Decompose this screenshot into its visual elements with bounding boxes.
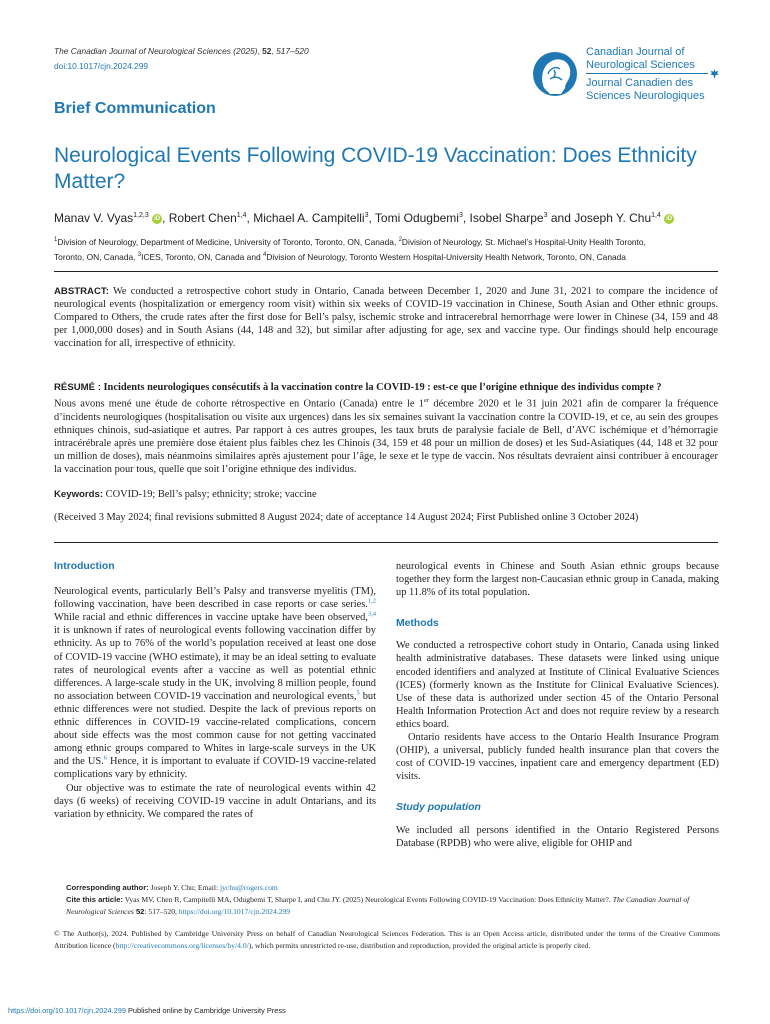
- cite-pages: : 517–520,: [144, 906, 179, 916]
- bottom-published-line: [8, 1006, 286, 1015]
- article-title: Neurological Events Following COVID-19 Vaccination: Does Ethnicity Matter?: [54, 144, 697, 193]
- affil-text: ICES, Toronto, ON, Canada and: [141, 251, 263, 262]
- citation-ref[interactable]: 3,4: [367, 610, 376, 618]
- affil-sup: 2: [398, 237, 402, 243]
- cite-label: Cite this article:: [66, 895, 123, 904]
- logo-line-1: Canadian Journal of: [586, 46, 685, 58]
- affil-sup: 1: [54, 237, 58, 243]
- article-type: Brief Communication: [54, 100, 216, 117]
- author-name: , Tomi Odugbemi: [368, 211, 459, 225]
- affil-sup: 3: [137, 251, 142, 258]
- author-affil-sup: 3: [458, 212, 463, 219]
- keywords-label: Keywords:: [54, 489, 104, 500]
- license-text: © The Author(s), 2024. Published by Cambridge University Press on behalf of Canadian Neurological Sciences Federation. This is an Open Access article, distributed under the terms of the Creative Commons Attribution licence (: [54, 929, 720, 950]
- study-population-paragraph: We included all persons identified in the Ontario Registered Persons Database (RPDB) who were alive, eligible for OHIP and: [396, 824, 719, 849]
- keywords: [54, 489, 317, 500]
- right-column: [396, 560, 719, 850]
- intro-text: Neurological events, particularly Bell’s Palsy and transverse myelitis (TM), following vaccination, have been described in case reports or case series.: [54, 586, 376, 611]
- methods-heading: Methods: [396, 618, 439, 630]
- journal-logo: [532, 46, 732, 106]
- license-notice: [54, 928, 720, 951]
- cite-this-article: [66, 894, 720, 917]
- resume-text: Nous avons mené une étude de cohorte rétrospective en Ontario (Canada) entre le 1: [54, 398, 424, 410]
- license-url-link[interactable]: http://creativecommons.org/licenses/by/4.0/: [115, 940, 249, 950]
- author-affil-sup: 1,4: [651, 212, 661, 219]
- logo-line-2: Neurological Sciences: [586, 58, 695, 71]
- author-list: [54, 211, 734, 225]
- affil-sup: 4: [262, 251, 267, 258]
- affil-text: Division of Neurology, Department of Medicine, University of Toronto, Toronto, ON, Canada,: [57, 236, 399, 247]
- logo-line-4: Sciences Neurologiques: [586, 89, 705, 102]
- author-name: , Robert Chen: [162, 211, 237, 225]
- corresponding-author: [66, 882, 720, 894]
- cite-journal: The Canadian Journal of Neurological Sciences: [66, 895, 690, 916]
- author-affil-sup: 3: [543, 212, 548, 219]
- divider-bottom: [54, 542, 718, 543]
- resume: [54, 381, 718, 476]
- corr-label: Corresponding author:: [66, 883, 149, 892]
- abstract: [54, 285, 718, 350]
- intro-text: While racial and ethnic differences in vaccine uptake have been observed,: [54, 612, 368, 624]
- intro-paragraph-3: neurological events in Chinese and South Asian ethnic groups because together they form the largest non-Caucasian ethnic group in Canada, making up 11.8% of its total population.: [396, 561, 719, 599]
- methods-paragraph-2: Ontario residents have access to the Ontario Health Insurance Program (OHIP), a universal, publicly funded health insurance plan that covers the cost of COVID-19 vaccines, inpatient care and emergency department (ED) visits.: [396, 732, 719, 783]
- left-column: [54, 560, 376, 821]
- citation-ref[interactable]: 5: [356, 689, 360, 697]
- affil-text: Toronto, ON, Canada,: [54, 251, 138, 262]
- author-name: and Joseph Y. Chu: [547, 211, 652, 225]
- introduction-heading: Introduction: [54, 561, 115, 572]
- author-affil-sup: 1,4: [236, 212, 247, 219]
- citation-ref[interactable]: 1,2: [367, 597, 376, 605]
- intro-paragraph-2: Our objective was to estimate the rate of neurological events within 42 days (6 weeks) of receiving COVID-19 vaccine in adult Ontarians, and its variation by ethnicity. We compared the rates of: [54, 782, 376, 820]
- journal-pages: , 517–520: [271, 46, 309, 56]
- license-text: ), which permits unrestricted re-use, distribution and reproduction, provided the original article is properly cited.: [248, 940, 591, 950]
- intro-text: Hence, it is important to evaluate if COVID-19 vaccine-related complications vary by ethnicity.: [54, 756, 376, 781]
- corr-email-link[interactable]: jychu@rogers.com: [220, 883, 278, 892]
- journal-citation-header: [54, 46, 309, 56]
- cite-text: Vyas MV, Chen R, Campitelli MA, Odugbemi T, Sharpe I, and Chu JY. (2025) Neurological Events Following COVID-19 Vaccination: Does Ethnicity Matter?.: [122, 895, 613, 904]
- citation-ref[interactable]: 6: [103, 754, 107, 762]
- journal-volume: 52: [262, 46, 272, 56]
- author-name: , Isobel Sharpe: [462, 211, 544, 225]
- author-affil-sup: 3: [364, 212, 369, 219]
- logo-line-3: Journal Canadien des: [586, 77, 694, 89]
- maple-leaf-icon: [710, 69, 719, 78]
- received-dates: (Received 3 May 2024; final revisions submitted 8 August 2024; date of acceptance 14 August 2024; First Published online 3 October 2024): [54, 512, 639, 523]
- abstract-text: We conducted a retrospective cohort study in Ontario, Canada between December 1, 2020 and June 31, 2021 to compare the incidence of neurological events (hospitalization or emergency room visit) within six weeks of COVID-19 vaccination in Chinese, South Asian and Other ethnic groups. Compared to Others, the crude rates after the first dose for Bell’s palsy, ischemic stroke and intracerebral hemorrhage were lower in Chinese (34, 159 and 48 per 1,000,000 doses) and in South Asians (44, 148 and 32), but similar after adjusting for age, sex and vaccine type. Our findings should help encourage vaccination for all, irrespective of ethnicity.: [54, 286, 718, 350]
- intro-text: but ethnic differences were not studied. Despite the lack of previous reports on ethnic differences in COVID-19 vaccine-related complications, concern about side effects was the most common cause for not getting vaccinated among ethnic groups compared to Whites in large-scale surveys in the UK and the US.: [54, 690, 376, 768]
- header-doi-link[interactable]: doi:10.1017/cjn.2024.299: [54, 61, 149, 71]
- author-name: Manav V. Vyas: [54, 211, 134, 225]
- logo-divider: [586, 73, 708, 74]
- bottom-doi-link[interactable]: https://doi.org/10.1017/cjn.2024.299: [8, 1006, 126, 1015]
- published-by: Published online by Cambridge University Press: [125, 1006, 286, 1015]
- abstract-label: ABSTRACT:: [54, 286, 109, 297]
- orcid-icon[interactable]: iD: [154, 215, 161, 222]
- journal-name: The Canadian Journal of Neurological Sciences: [54, 46, 231, 56]
- divider-top: [54, 271, 718, 272]
- affil-text: Division of Neurology, St. Michael’s Hospital-Unity Health Toronto,: [401, 236, 646, 247]
- cite-doi-link[interactable]: https://doi.org/10.1017/cjn.2024.299: [178, 906, 291, 916]
- orcid-icon[interactable]: iD: [666, 215, 673, 222]
- methods-paragraph-1: We conducted a retrospective cohort study in Ontario, Canada using linked health administrative databases. These datasets were linked using unique encoded identifiers and analyzed at Institute of Clinical Evaluative Sciences (ICES) (formerly known as the Institute for Clinical Evaluative Sciences). Use of these data is authorized under section 45 of the Ontario Personal Health Information Protection Act and does not require review by a research ethics board.: [396, 640, 719, 730]
- intro-paragraph-1: [54, 585, 376, 781]
- resume-label: RÉSUMÉ :: [54, 382, 101, 393]
- resume-text: décembre 2020 et le 31 juin 2021 afin de comparer la fréquence d’incidents neurologiques (hospitalisation ou visite aux urgences) dans les six semaines suivant la vaccination contre la COVID-19, et ce, au sein des groupes ethniques chinois, sud-asiatique et autres. Par rapport à ces autres groupes, les taux bruts de paralysie faciale de Bell, d’AVC ischémique et d’hémorragie intracérébrale après une première dose étaient plus faibles chez les Chinois (34, 159 et 48 pour un million de doses) et les Sud-Asiatiques (44, 148 et 32 pour un million de doses), mais néanmoins similaires après ajustement pour l’âge, le sexe et le type de vaccin. Nos résultats devraient ainsi contribuer à encourager la vaccination pour tous, quelle que soit l’origine ethnique des individus.: [54, 398, 718, 476]
- keywords-text: COVID-19; Bell’s palsy; ethnicity; stroke; vaccine: [103, 489, 317, 500]
- author-name: , Michael A. Campitelli: [246, 211, 365, 225]
- resume-heading: Incidents neurologiques consécutifs à la vaccination contre la COVID-19 : est-ce que l’origine ethnique des individus compte ?: [100, 382, 662, 393]
- corr-text: Joseph Y. Chu; Email:: [148, 883, 220, 892]
- intro-text: it is unknown if rates of neurological events following vaccination differ by ethnicity. As up to 76% of the world’s population received at least one dose of COVID-19 vaccine (WHO estimate), it may be an ideal setting to evaluate rates of neurological events after a vaccine as well as potential ethnic differences. A large-scale study in the UK, involving 8 million people, found no association between COVID-19 vaccination and neurological events,: [54, 625, 376, 702]
- brain-head-icon: [532, 48, 578, 104]
- affil-text: Division of Neurology, Toronto Western Hospital-University Health Network, Toronto, ON, Canada: [266, 251, 626, 262]
- author-affil-sup: 1,2,3: [133, 212, 149, 219]
- cite-volume: 52: [133, 906, 145, 916]
- journal-year: (2025),: [230, 46, 263, 56]
- affiliations: [54, 234, 744, 264]
- resume-sup: er: [424, 397, 430, 405]
- study-population-heading: Study population: [396, 802, 481, 814]
